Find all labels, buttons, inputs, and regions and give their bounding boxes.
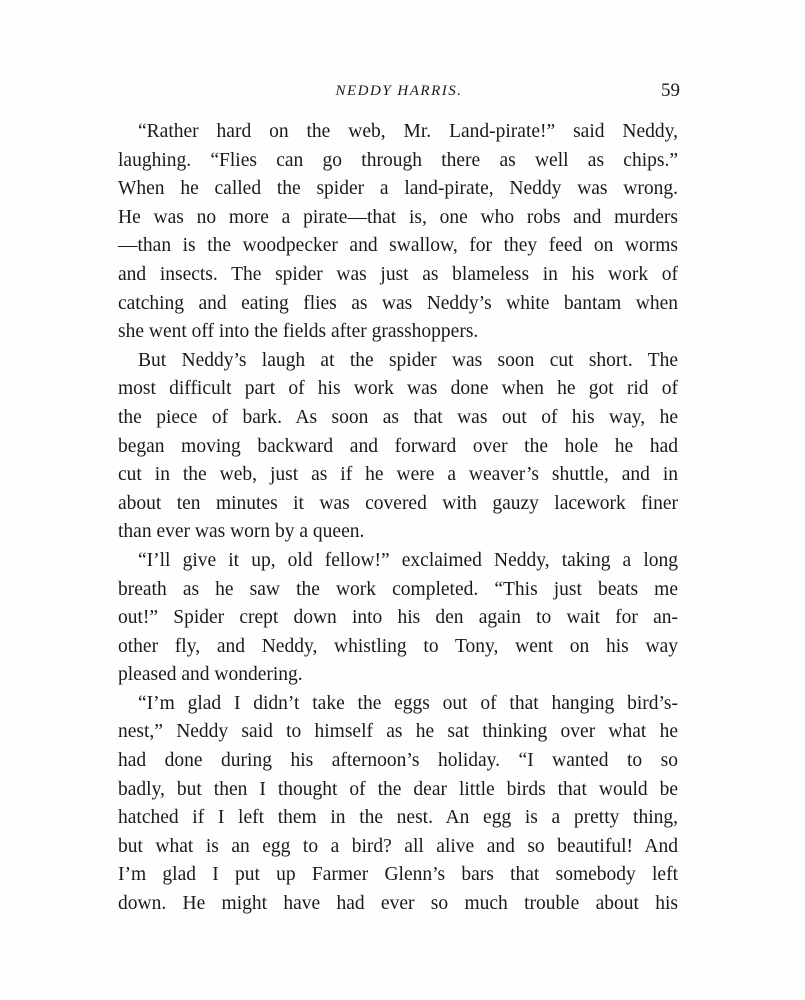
text-line: began moving backward and forward over the hole he had [118,435,678,457]
text-line: had done during his afternoon’s holiday. “I wanted to so [118,750,678,772]
text-line: —than is the woodpecker and swallow, for they feed on worms [118,235,678,257]
text-line: He was no more a pirate—that is, one who robs and murders [118,206,678,228]
running-head: NEDDY HARRIS. [335,83,463,99]
text-line: she went off into the fields after grasshoppers. [118,321,479,343]
text-line: but what is an egg to a bird? all alive and so beautiful! And [118,835,678,857]
text-line: badly, but then I thought of the dear little birds that would be [118,778,678,800]
text-line: When he called the spider a land-pirate, Neddy was wrong. [118,178,678,200]
text-line: pleased and wondering. [118,664,303,686]
text-line: the piece of bark. As soon as that was out of his way, he [118,406,678,428]
text-line: than ever was worn by a queen. [118,521,365,543]
page-number: 59 [661,80,680,101]
text-line: breath as he saw the work completed. “This just beats me [118,578,678,600]
text-line: nest,” Neddy said to himself as he sat thinking over what he [118,721,678,743]
text-line: “Rather hard on the web, Mr. Land-pirate!” said Neddy, [138,121,678,142]
text-line: most difficult part of his work was done when he got rid of [118,378,678,400]
text-line: I’m glad I put up Farmer Glenn’s bars that somebody left [118,864,678,886]
text-line: But Neddy’s laugh at the spider was soon cut short. The [138,349,678,371]
text-line: cut in the web, just as if he were a weaver’s shuttle, and in [118,464,678,486]
text-line: other fly, and Neddy, whistling to Tony, went on his way [118,635,678,657]
text-line: out!” Spider crept down into his den again to wait for an- [118,607,678,629]
text-line: hatched if I left them in the nest. An egg is a pretty thing, [118,807,678,829]
text-line: and insects. The spider was just as blameless in his work of [118,263,678,285]
page-header [118,80,680,104]
text-line: laughing. “Flies can go through there as well as chips.” [118,149,678,171]
text-line: catching and eating flies as was Neddy’s white bantam when [118,292,678,314]
body-text [118,118,678,919]
text-line: about ten minutes it was covered with gauzy lacework finer [118,492,678,514]
text-line: “I’ll give it up, old fellow!” exclaimed Neddy, taking a long [138,549,678,571]
text-line: down. He might have had ever so much trouble about his [118,893,678,915]
text-line: “I’m glad I didn’t take the eggs out of that hanging bird’s- [138,692,678,714]
